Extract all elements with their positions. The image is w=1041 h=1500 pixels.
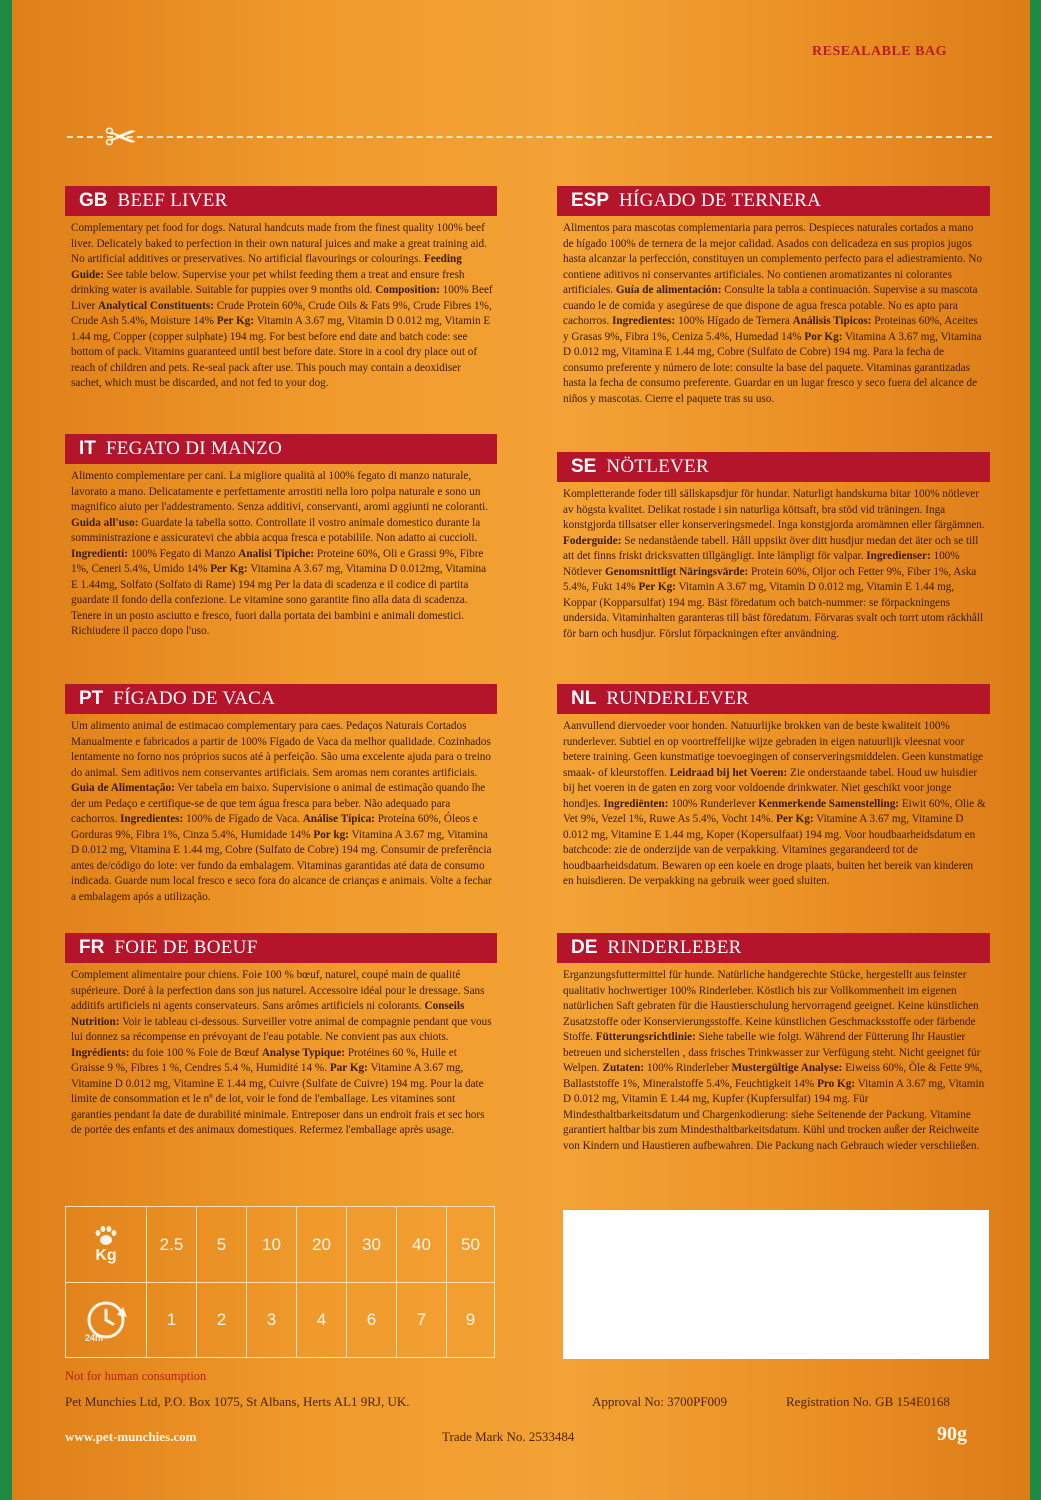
section-header: FR FOIE DE BOEUF [65,933,497,963]
section-body: Complementary pet food for dogs. Natural handcuts made from the finest quality 100% beef liver. Delicately baked to perfection in their own natural juices and make a great training aid. No artificial additives or preservatives. No artificial flavourings or colourings. Feeding Guide: See table below. Supervise your pet whilst feeding them a treat and ensure fresh drinking water is available. Suitable for puppies over 9 months old. Composition: 100% Beef Liver Analytical Constituents: Crude Protein 60%, Crude Oils & Fats 9%, Crude Fibres 1%, Crude Ash 5.4%, Moisture 14% Per Kg: Vitamin A 3.67 mg, Vitamin D 0.012 mg, Vitamin E 1.44 mg, Copper (copper sulphate) 194 mg. For best before end date and batch code: see bottom of pack. Vitamins guaranteed until best before date. Store in a cool dry place out of reach of children and pets. Re-seal pack after use. This pouch may contain a deoxidiser sachet, which must be discarded, and not fed to your dog. [71,222,493,389]
resealable-label: RESEALABLE BAG [812,44,947,59]
company-address: Pet Munchies Ltd, P.O. Box 1075, St Albans, Herts AL1 9RJ, UK. [65,1394,410,1409]
cut-line [67,136,992,138]
weight-cell: 10 [246,1207,296,1282]
weight-cell: 20 [296,1207,346,1282]
section-esp [557,186,990,407]
section-header: PT FÍGADO DE VACA [65,684,497,714]
feeding-table [65,1206,495,1358]
section-nl [557,684,990,890]
section-se [557,452,990,642]
clock-24hr-icon [83,1297,129,1343]
treats-cell: 2 [196,1282,246,1357]
weight-cell: 30 [346,1207,396,1282]
section-header: NL RUNDERLEVER [557,684,990,714]
weight-cell: 2.5 [146,1207,196,1282]
section-body: Aanvullend diervoeder voor honden. Natuurlijke brokken van de beste kwaliteit 100% runderlever. Subtiel en op voortreffelijke wijze gebraden in eigen natuurlijk vleesnat voor betere training. Geen kunstmatige toevoegingen of conserveringsmiddelen. Geen kunstmatige smaak- of kleurstoffen. Leidraad bij het Voeren: Zie onderstaande tabel. Houd uw huisdier bij het voeren in de gaten en zorg voor voldoende drinkwater. Niet geschikt voor jonge hondjes. Ingrediënten: 100% Runderlever Kenmerkende Samenstelling: Eiwit 60%, Olie & Vet 9%, Vezel 1%, Ruwe As 5.4%, Vocht 14%. Per Kg: Vitamine A 3.67 mg, Vitamine D 0.012 mg, Vitamine E 1.44 mg, Koper (Kopersulfaat) 194 mg. Voor houdbaarheidsdatum en batchcode: zie de onderzijde van de verpakking. Vitamines gegarandeerd tot de houdbaarheidsdatum. Bewaren op een koele en droge plaats, buiten het bereik van kinderen en huisdieren. De verpakking na gebruik weer goed sluiten. [563,720,986,887]
section-header: DE RINDERLEBER [557,933,990,963]
approval-number: Approval No: 3700PF009 [592,1394,728,1409]
time-header-cell [66,1282,146,1357]
section-body: Um alimento animal de estimacao complementary para caes. Pedaços Naturais Cortados Manualmente e fabricados a partir de 100% Fígado de Vaca da melhor qualidade. Cozinhados lentamente no forno nos próprios sucos até à perfeição. São uma excelente ajuda para o treino do animal. Sem aditivos nem conservantes artificiais. Sem aromas nem corantes artificiais. Guia de Alimentação: Ver tabela em baixo. Supervisione o animal de estimação quando lhe der um Pedaço e certifique-se de que tem água fresca para beber. Não adequado para cachorros. Ingredientes: 100% de Fígado de Vaca. Análise Típica: Proteína 60%, Óleos e Gorduras 9%, Fibra 1%, Cinza 5.4%, Humidade 14% Por kg: Vitamina A 3.67 mg, Vitamina D 0.012 mg, Vitamina E 1.44 mg, Cobre (Sulfato de Cobre) 194 mg. Consumir de preferência antes de/código do lote: ver fundo da embalagem. Vitaminas garantidas até data de consumo indicada. Guarde num local fresco e seco fora do alcance de crianças e animais. Volte a fechar a embalagem após a utilização. [71,720,492,903]
time-label: 24hr [85,1332,105,1343]
section-header: IT FEGATO DI MANZO [65,434,497,464]
section-body: Complement alimentaire pour chiens. Foie 100 % bœuf, naturel, coupé main de qualité supérieure. Doré à la perfection dans son jus naturel. Accessoire idéal pour le dressage. Sans additifs artificiels ni agents conservateurs. Sans arômes artificiels ni colorants. Conseils Nutrition: Voir le tableau ci-dessous. Surveiller votre animal de compagnie pendant que vous lui donnez sa récompense en prévoyant de l'eau potable. Ne convient pas aux chiots. Ingrédients: du foie 100 % Foie de Bœuf Analyse Typique: Protéines 60 %, Huile et Graisse 9 %, Fibres 1 %, Cendres 5.4 %, Humidité 14 %. Par Kg: Vitamine A 3.67 mg, Vitamine D 0.012 mg, Vitamine E 1.44 mg, Cuivre (Sulfate de Cuivre) 194 mg. Pour la date limite de consommation et le nº de lot, voir le fond de l'emballage. Les vitamines sont garanties pendant la date de durabilité minimale. Entreposer dans un endroit frais et sec hors de portée des enfants et des animaux domestiques. Refermez l'emballage après usage. [71,969,492,1136]
weight-unit: Kg [95,1246,117,1264]
section-de [557,933,990,1154]
treats-cell: 1 [146,1282,196,1357]
treats-cell: 9 [446,1282,494,1357]
section-gb [65,186,497,392]
section-body: Kompletterande foder till sällskapsdjur för hundar. Naturligt handskurna bitar 100% nötlever av högsta kvalitet. Delikat rostade i sin naturliga köttsaft, bra stöd vid träningen. Inga konstgjorda tillsatser eller konserveringsmedel. Inga konstgjorda aromämnen eller färgämnen. Foderguide: Se nedanstående tabell. Håll uppsikt över ditt husdjur medan det äter och se till att det finns friskt dricksvatten tillgängligt. Inte lämpligt för valpar. Ingredienser: 100% Nötlever Genomsnittligt Näringsvärde: Protein 60%, Oljor och Fetter 9%, Fiber 1%, Aska 5.4%, Fukt 14% Per Kg: Vitamin A 3.67 mg, Vitamin D 0.012 mg, Vitamin E 1.44 mg, Koppar (Kopparsulfat) 194 mg. Bäst föredatum och batch-nummer: se förpackningens undersida. Vitaminhalten garanteras till bäst föredatum. Förvaras svalt och torrt utom räckhåll för barn och husdjur. Förslut förpackningen efter användning. [563,488,985,640]
registration-number: Registration No. GB 154E0168 [786,1394,950,1409]
section-body: Alimentos para mascotas complementaria para perros. Despieces naturales cortados a mano de hígado 100% de ternera de la mejor calidad. Asados con delicadeza en sus propios jugos hasta alcanzar la perfección, constituyen un complemento perfecto para el adiestramiento. No contiene aditivos ni conservantes artificiales. No contienen aromatizantes ni colorantes artificiales. Guía de alimentación: Consulte la tabla a continuación. Supervise a su mascota cuando le de comida y asegúrese de que dispone de agua fresca potable. No es apto para cachorros. Ingredientes: 100% Hígado de Ternera Análisis Tipicos: Proteinas 60%, Aceites y Grasas 9%, Fibra 1%, Ceniza 5.4%, Humedad 14% Por Kg: Vitamina A 3.67 mg, Vitamina D 0.012 mg, Vitamina E 1.44 mg, Cobre (Sulfato de Cobre) 194 mg. Para la fecha de consumo preferente y número de lote: consulte la base del paquete. Vitaminas garantizadas hasta la fecha de consumo preferente. Guardar en un lugar fresco y seco fuera del alcance de niños y mascotas. Cierre el paquete tras su uso. [563,222,983,405]
section-it [65,434,497,640]
treats-cell: 6 [346,1282,396,1357]
weight-cell: 5 [196,1207,246,1282]
trademark-number: Trade Mark No. 2533484 [442,1429,575,1444]
weight-row [66,1207,494,1283]
section-fr [65,933,497,1139]
website-url: www.pet-munchies.com [65,1429,197,1444]
treats-cell: 3 [246,1282,296,1357]
batch-code-box [563,1210,989,1359]
scissors-icon: ✂ [104,115,138,160]
section-header: SE NÖTLEVER [557,452,990,482]
net-weight: 90g [937,1423,967,1445]
section-pt [65,684,497,905]
packaging-back [12,0,1030,1500]
treats-cell: 4 [296,1282,346,1357]
weight-header-cell [66,1207,146,1282]
section-body: Alimento complementare per cani. La migliore qualità al 100% fegato di manzo naturale, lavorato a mano. Delicatamente e perfettamente arrostiti nella loro polpa naturale e sono un magnifico aiuto per l'addestramento. Senza additivi, conservanti, aromi aggiunti ne coloranti. Guida all'uso: Guardate la tabella sotto. Controllate il vostro animale domestico durante la somministrazione e assicuratevi che abbia acqua fresca e potabilile. Non adatto ai cuccioli. Ingredienti: 100% Fegato di Manzo Analisi Tipiche: Proteine 60%, Oli e Grassi 9%, Fibre 1%, Ceneri 5.4%, Umido 14% Per Kg: Vitamina A 3.67 mg, Vitamina D 0.012mg, Vitamina E 1.44mg, Solfato (Solfato di Rame) 194 mg Per la data di scadenza e il codice di partita guardate il fondo della confezione. Le vitamine sono garantite fino alla data di scadenza. Tenere in un posto asciutto e fresco, fuori dalla portata dei bambini e animali domestici. Richiudere il pacco dopo l'uso. [71,470,489,637]
treats-row [66,1282,494,1357]
paw-icon [94,1225,118,1247]
weight-cell: 40 [396,1207,446,1282]
treats-cell: 7 [396,1282,446,1357]
weight-cell: 50 [446,1207,494,1282]
section-header: ESP HÍGADO DE TERNERA [557,186,990,216]
not-for-human-consumption: Not for human consumption [65,1369,207,1383]
section-body: Erganzungsfuttermittel für hunde. Natürliche handgerechte Stücke, hergestellt aus feinster qualitativ hochwertiger 100% Rinderleber. Köstlich bis zur Vollkommenheit im eigenen natürlichen Saft gebraten für die Haustierschulung hervorragend geeignet. Keine künstlichen Zusatzstoffe oder Konservierungsstoffe. Keine künstlichen Geschmacksstoffe oder färbende Stoffe. Fütterungsrichtlinie: Siehe tabelle wie folgt. Während der Fütterung Ihr Haustier betreuen und sicherstellen , dass frisches Trinkwasser zur Verfügung steht. Nicht geeignet für Welpen. Zutaten: 100% Rinderleber Mustergültige Analyse: Eiweiss 60%, Öle & Fette 9%, Ballaststoffe 1%, Mineralstoffe 5.4%, Feuchtigkeit 14% Pro Kg: Vitamin A 3.67 mg, Vitamin D 0.012 mg, Vitamin E 1.44 mg, Kupfer (Kupfersulfat) 194 mg. Für Mindesthaltbarkeitsdatum und Chargenkodierung: siehe Seitenende der Packung. Vitamine garantiert haltbar bis zum Mindesthaltbarkeitsdatum. Kühl und trocken außer der Reichweite von Kindern und Haustieren aufbewahren. Die Packung nach Gebrauch wieder verschließen. [563,969,985,1152]
section-header: GB BEEF LIVER [65,186,497,216]
